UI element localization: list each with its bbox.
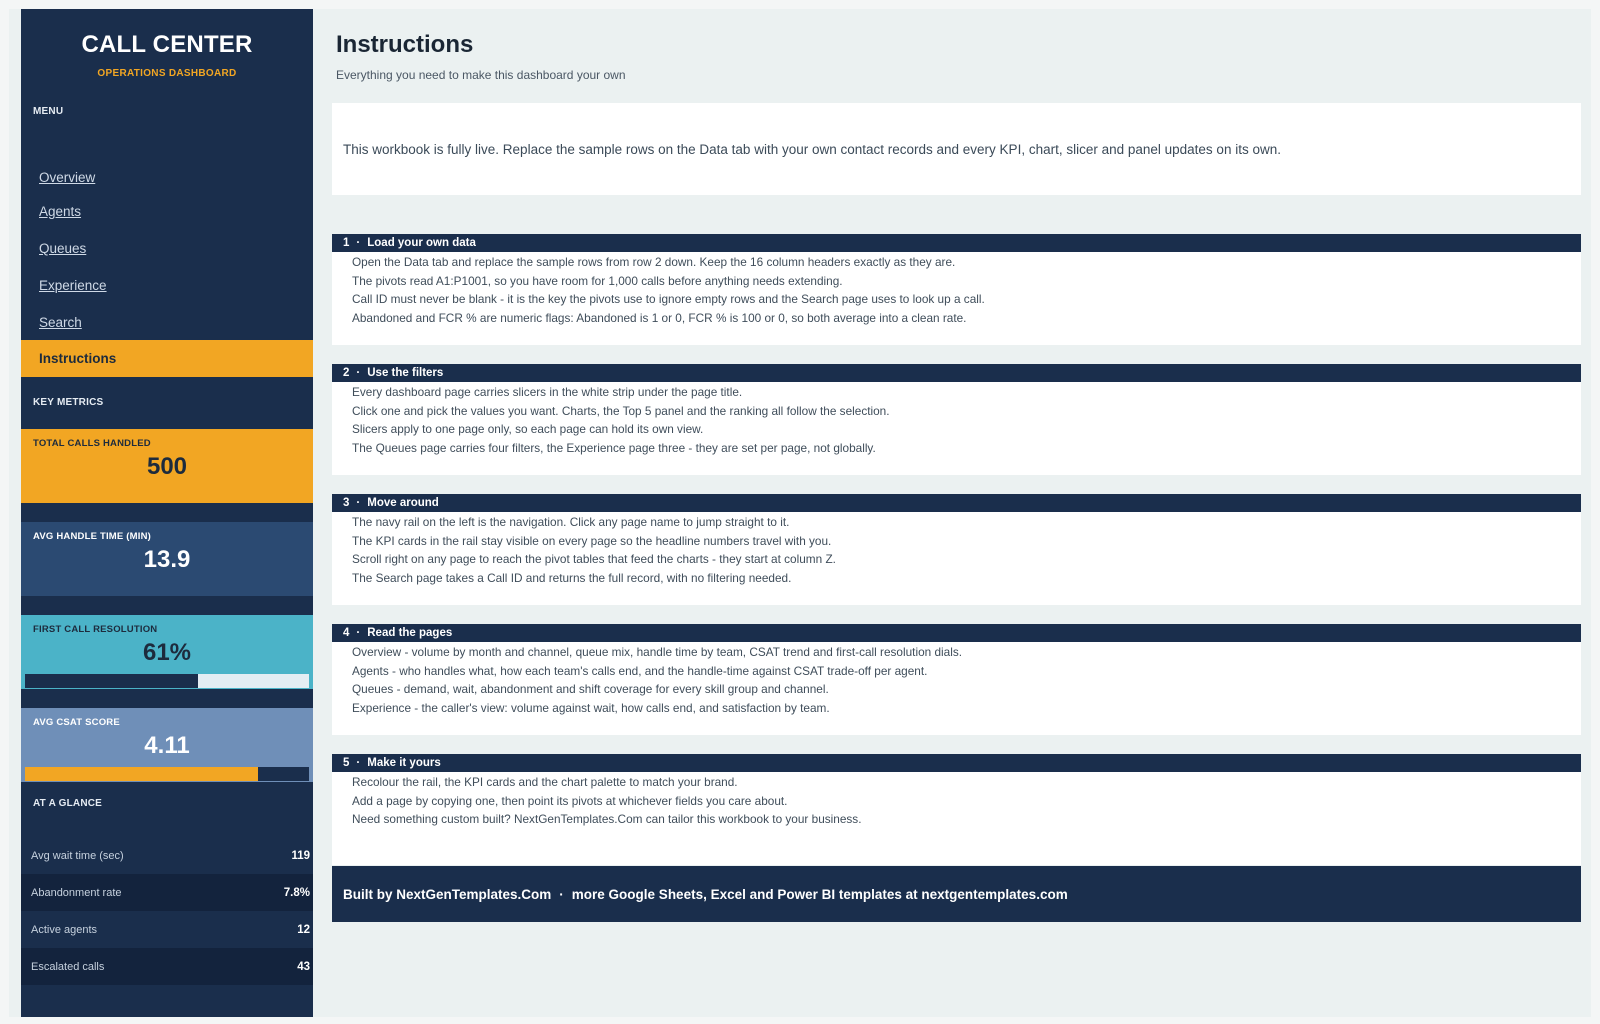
step-title: Load your own data bbox=[367, 237, 476, 249]
step-separator: · bbox=[356, 497, 361, 509]
glance-label: Escalated calls bbox=[31, 960, 105, 973]
step-line: The KPI cards in the rail stay visible on every page so the headline numbers travel with you. bbox=[352, 533, 832, 548]
csat-progress-bar bbox=[25, 767, 309, 781]
step-number: 5 bbox=[343, 757, 350, 769]
kpi-value: 4.11 bbox=[144, 732, 190, 759]
footer-text: more Google Sheets, Excel and Power BI templates at nextgentemplates.com bbox=[571, 886, 1068, 902]
step-separator: · bbox=[356, 627, 361, 639]
intro-text: This workbook is fully live. Replace the sample rows on the Data tab with your own contact records and every KPI, chart, slicer and panel updates on its own. bbox=[343, 141, 1281, 157]
step-header bbox=[332, 234, 1581, 252]
step-line: The pivots read A1:P1001, so you have room for 1,000 calls before anything needs extending. bbox=[352, 273, 843, 288]
glance-value: 7.8% bbox=[283, 886, 310, 899]
nav-agents[interactable]: Agents bbox=[39, 204, 82, 219]
step-header bbox=[332, 494, 1581, 512]
kpi-card-avg-csat bbox=[21, 708, 313, 782]
step-number: 2 bbox=[343, 367, 350, 379]
menu-heading: MENU bbox=[33, 106, 64, 117]
kpi-value: 61% bbox=[142, 639, 192, 666]
footer-separator: · bbox=[559, 886, 564, 902]
step-line: Open the Data tab and replace the sample rows from row 2 down. Keep the 16 column headers exactly as they are. bbox=[352, 255, 956, 269]
footer-brand: Built by NextGenTemplates.Com bbox=[343, 886, 552, 902]
glance-row-escalated bbox=[21, 948, 313, 985]
sidebar bbox=[21, 9, 313, 1017]
step-line: Overview - volume by month and channel, queue mix, handle time by team, CSAT trend and first-call resolution dials. bbox=[352, 645, 963, 659]
at-a-glance-heading: AT A GLANCE bbox=[33, 798, 103, 809]
step-line: Recolour the rail, the KPI cards and the chart palette to match your brand. bbox=[352, 775, 738, 789]
app-frame bbox=[9, 9, 1591, 1017]
step-line: Every dashboard page carries slicers in the white strip under the page title. bbox=[352, 385, 743, 399]
step-title: Read the pages bbox=[367, 627, 453, 639]
glance-row-active-agents bbox=[21, 911, 313, 948]
footer-banner bbox=[332, 866, 1581, 922]
glance-label: Abandonment rate bbox=[31, 886, 122, 899]
nav-experience[interactable]: Experience bbox=[39, 278, 107, 293]
app-subtitle: OPERATIONS DASHBOARD bbox=[97, 68, 237, 79]
kpi-label: AVG CSAT SCORE bbox=[33, 717, 120, 728]
glance-value: 12 bbox=[297, 923, 310, 936]
step-title: Move around bbox=[367, 497, 439, 509]
kpi-card-total-calls bbox=[21, 429, 313, 503]
page-title: Instructions bbox=[336, 31, 474, 58]
step-3-panel bbox=[332, 494, 1581, 605]
step-line: Call ID must never be blank - it is the key the pivots use to ignore empty rows and the Search page uses to look up a call. bbox=[352, 292, 985, 306]
step-line: Add a page by copying one, then point its pivots at whichever fields you care about. bbox=[352, 793, 788, 808]
step-separator: · bbox=[356, 757, 361, 769]
step-line: The navy rail on the left is the navigation. Click any page name to jump straight to it. bbox=[352, 515, 790, 529]
glance-value: 43 bbox=[297, 960, 310, 973]
kpi-value: 500 bbox=[146, 453, 188, 480]
glance-value: 119 bbox=[291, 849, 310, 862]
step-line: The Search page takes a Call ID and returns the full record, with no filtering needed. bbox=[352, 570, 792, 585]
app-title: CALL CENTER bbox=[81, 31, 253, 58]
kpi-label: FIRST CALL RESOLUTION bbox=[33, 624, 158, 635]
glance-label: Active agents bbox=[31, 923, 98, 936]
step-header bbox=[332, 624, 1581, 642]
step-title: Make it yours bbox=[367, 757, 441, 769]
step-line: The Queues page carries four filters, the Experience page three - they are set per page, not globally. bbox=[352, 440, 876, 455]
glance-row-abandonment bbox=[21, 874, 313, 911]
step-header bbox=[332, 754, 1581, 772]
step-number: 4 bbox=[343, 627, 350, 639]
step-separator: · bbox=[356, 367, 361, 379]
step-line: Need something custom built? NextGenTemplates.Com can tailor this workbook to your business. bbox=[352, 812, 862, 826]
main-content bbox=[324, 9, 1591, 1017]
nav-queues[interactable]: Queues bbox=[39, 241, 87, 256]
step-number: 1 bbox=[343, 237, 350, 249]
step-header bbox=[332, 364, 1581, 382]
step-line: Click one and pick the values you want. Charts, the Top 5 panel and the ranking all follow the selection. bbox=[352, 403, 890, 418]
step-line: Agents - who handles what, how each team's calls end, and the handle-time against CSAT trade-off per agent. bbox=[352, 663, 928, 678]
step-2-panel bbox=[332, 364, 1581, 475]
step-1-panel bbox=[332, 234, 1581, 345]
step-title: Use the filters bbox=[367, 367, 444, 379]
step-line: Slicers apply to one page only, so each page can hold its own view. bbox=[352, 422, 704, 436]
step-line: Abandoned and FCR % are numeric flags: Abandoned is 1 or 0, FCR % is 100 or 0, so both average into a clean rate. bbox=[352, 310, 967, 325]
step-line: Queues - demand, wait, abandonment and shift coverage for every skill group and channel. bbox=[352, 682, 829, 696]
kpi-card-avg-handle-time bbox=[21, 522, 313, 596]
page-subtitle: Everything you need to make this dashboard your own bbox=[336, 68, 626, 82]
step-separator: · bbox=[356, 237, 361, 249]
nav-overview[interactable]: Overview bbox=[39, 170, 96, 185]
key-metrics-heading: KEY METRICS bbox=[33, 397, 104, 408]
intro-panel bbox=[332, 103, 1581, 195]
kpi-label: TOTAL CALLS HANDLED bbox=[33, 438, 151, 449]
step-5-panel bbox=[332, 754, 1581, 865]
step-4-panel bbox=[332, 624, 1581, 735]
glance-row-avg-wait bbox=[21, 837, 313, 874]
step-line: Scroll right on any page to reach the pivot tables that feed the charts - they start at column Z. bbox=[352, 552, 836, 566]
csat-progress-fill bbox=[25, 767, 258, 781]
nav-search[interactable]: Search bbox=[39, 315, 82, 330]
kpi-card-first-call-resolution bbox=[21, 615, 313, 689]
step-line: Experience - the caller's view: volume against wait, how calls end, and satisfaction by team. bbox=[352, 700, 830, 715]
fcr-progress-fill bbox=[25, 674, 198, 688]
nav-instructions[interactable]: Instructions bbox=[21, 340, 313, 377]
kpi-value: 13.9 bbox=[143, 546, 191, 573]
glance-label: Avg wait time (sec) bbox=[31, 849, 124, 862]
kpi-label: AVG HANDLE TIME (MIN) bbox=[33, 531, 152, 542]
fcr-progress-bar bbox=[25, 674, 309, 688]
step-number: 3 bbox=[343, 497, 350, 509]
